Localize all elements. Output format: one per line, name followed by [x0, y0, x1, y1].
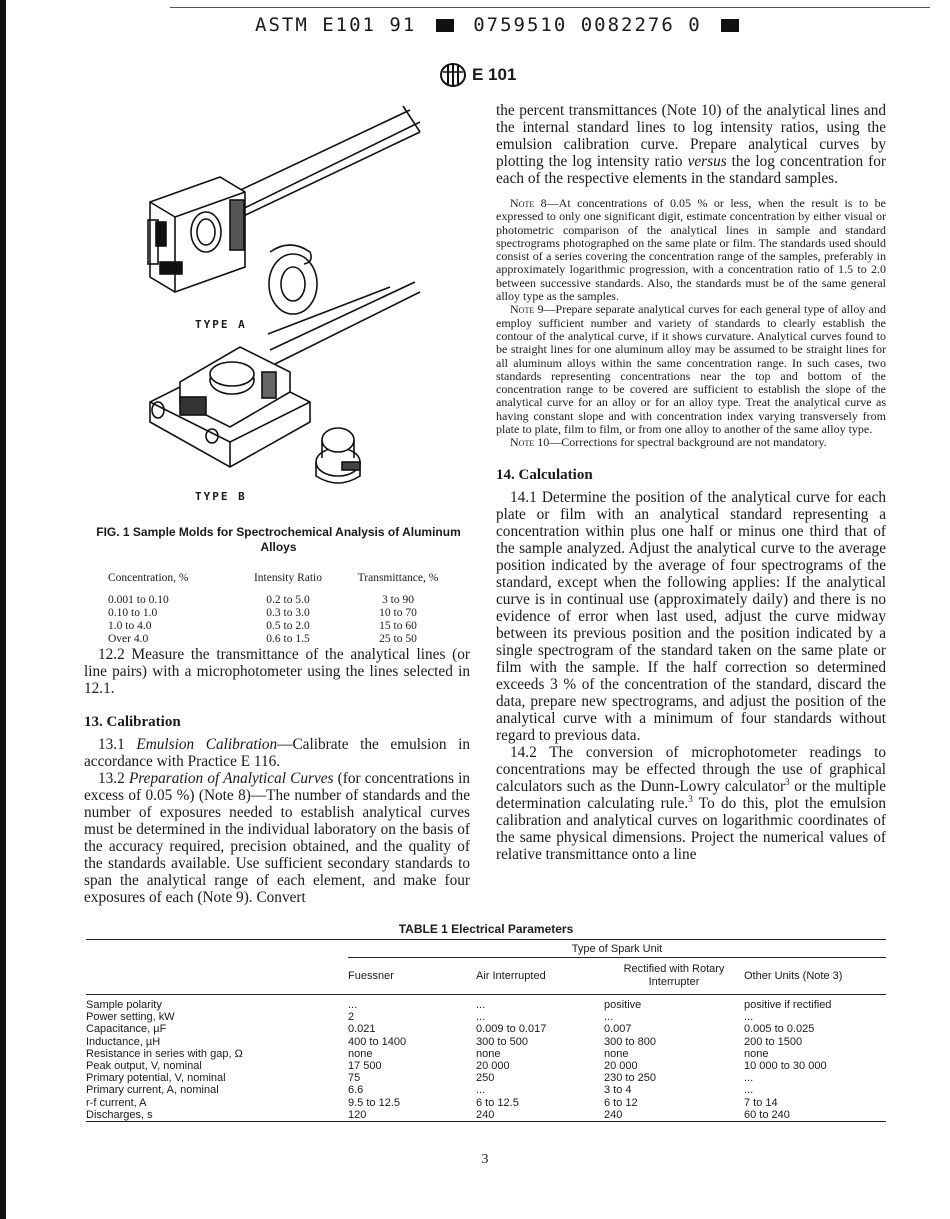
value-cell: 20 000: [476, 1060, 510, 1073]
type-b-label: TYPE B: [195, 490, 247, 503]
table-cell: 0.3 to 3.0: [266, 607, 310, 619]
unit-header-cell: Other Units (Note 3): [744, 969, 843, 982]
note-label: Note 10: [510, 435, 550, 450]
paragraph-text: or the multiple determination calculating rule.: [496, 777, 887, 812]
value-cell: 300 to 800: [604, 1035, 656, 1048]
value-cell: 0.009 to 0.017: [476, 1023, 547, 1036]
param-cell: Primary current, A, nominal: [86, 1084, 219, 1097]
emphasis-versus: versus: [687, 153, 727, 170]
value-cell: ...: [744, 1084, 754, 1097]
value-cell: 6 to 12: [604, 1096, 638, 1109]
value-cell: ...: [348, 999, 358, 1011]
value-cell: 250: [476, 1072, 495, 1085]
value-cell: 10 000 to 30 000: [744, 1060, 827, 1073]
standard-designation: E 101: [472, 65, 517, 84]
table-cell: 3 to 90: [382, 594, 414, 606]
document-code-header: [255, 14, 745, 36]
value-cell: 240: [604, 1108, 623, 1121]
value-cell: ...: [744, 1072, 754, 1085]
value-cell: 3 to 4: [604, 1084, 632, 1097]
unit-header-cell: Rectified with Rotary Interrupter: [623, 963, 725, 988]
paragraph-text: 14.2 The conversion of microphotometer readings to concentrations may be effected through the use of graphical calculators such as the Dunn-Lowry calculator: [496, 743, 886, 795]
header-cell: Concentration, %: [108, 572, 189, 584]
top-rule: [170, 7, 930, 8]
header-code-part1: ASTM E101 91: [255, 14, 417, 36]
value-cell: ...: [476, 1084, 486, 1097]
astm-logo-icon: [440, 63, 466, 87]
value-cell: 9.5 to 12.5: [348, 1096, 400, 1109]
table-row: [108, 620, 458, 633]
figure-caption: FIG. 1 Sample Molds for Spectrochemical Analysis of Aluminum Alloys: [96, 525, 461, 554]
table-row: [108, 607, 458, 620]
value-cell: 6 to 12.5: [476, 1096, 519, 1109]
table-cell: 0.2 to 5.0: [266, 594, 310, 606]
value-cell: positive: [604, 999, 642, 1011]
paragraph-number: 13.2: [98, 770, 129, 787]
table-cell: 0.10 to 1.0: [108, 607, 158, 619]
section-14-heading: 14. Calculation: [496, 466, 593, 483]
table-unit-header-row: [86, 958, 886, 995]
table-cell: 0.001 to 0.10: [108, 594, 169, 606]
paragraph-number: 13.1: [98, 736, 137, 753]
param-cell: r-f current, A: [86, 1096, 147, 1109]
paragraph-text: To do this, plot the emulsion calibration and analytical curves on logarithmic coordinates of the same physical dimensions. Project the numerical values of relative transmittance onto a line: [496, 794, 886, 863]
value-cell: 20 000: [604, 1060, 638, 1073]
note-label: Note 8: [510, 196, 547, 210]
table-row: [86, 1109, 886, 1122]
value-cell: 6.6: [348, 1084, 364, 1097]
table-row: [86, 1084, 886, 1096]
param-cell: Power setting, kW: [86, 1011, 175, 1024]
table-row: [86, 1036, 886, 1048]
value-cell: ...: [476, 999, 486, 1011]
electrical-parameters-table: [86, 939, 886, 1122]
paragraph-text: —Calibrate the emulsion in accordance with Practice E 116.: [84, 736, 471, 770]
table-cell: Over 4.0: [108, 633, 149, 645]
page-number: 3: [481, 1152, 489, 1167]
table-row: [86, 1023, 886, 1035]
value-cell: 17 500: [348, 1060, 382, 1073]
value-cell: 120: [348, 1108, 367, 1121]
concentration-table-header: [108, 572, 458, 585]
paragraph-continuation: [496, 102, 886, 187]
table-row: [86, 995, 886, 1012]
spark-unit-group-header: Type of Spark Unit: [348, 940, 886, 958]
param-cell: Primary potential, V, nominal: [86, 1072, 226, 1085]
paragraph-13-2: [84, 770, 470, 906]
paragraph-13-1: [84, 736, 470, 770]
paragraph-title: Preparation of Analytical Curves: [128, 770, 334, 787]
table-cell: 25 to 50: [379, 633, 417, 645]
unit-header-cell: Air Interrupted: [476, 969, 546, 982]
right-text-column: [496, 102, 886, 863]
barcode-block: [436, 19, 454, 32]
value-cell: positive if rectified: [744, 999, 832, 1011]
param-cell: Discharges, s: [86, 1108, 153, 1121]
empty-header-cell: [86, 958, 348, 995]
table-row: [86, 1097, 886, 1109]
table-row: [86, 1060, 886, 1072]
table-row: [86, 1072, 886, 1084]
scan-edge-bar: [0, 0, 6, 1219]
value-cell: 2: [348, 1011, 355, 1024]
table-row: [86, 1048, 886, 1060]
paragraph-12-2: 12.2 Measure the transmittance of the analytical lines (or line pairs) with a microphotometer using the lines selected in 12.1.: [84, 646, 470, 697]
notes-block: [496, 197, 886, 450]
section-13-heading: 13. Calibration: [84, 714, 181, 730]
table-row: [86, 1011, 886, 1023]
value-cell: 75: [348, 1072, 361, 1085]
table-1-title: TABLE 1 Electrical Parameters: [398, 922, 574, 936]
note-10: [496, 436, 886, 449]
paragraph-text: the percent transmittances (Note 10) of the analytical lines and the internal standard lines to log intensity ratios, using the emulsion calibration curve. Prepare analytical curves by plotting the log intensity ratio: [496, 102, 886, 170]
type-a-label: TYPE A: [195, 318, 247, 331]
value-cell: 230 to 250: [604, 1072, 656, 1085]
table-cell: 0.6 to 1.5: [266, 633, 310, 645]
concentration-table: [108, 572, 458, 646]
paragraph-title: Emulsion Calibration: [136, 736, 278, 753]
mold-drawing: [120, 92, 440, 512]
paragraph-14-1: 14.1 Determine the position of the analytical curve for each plate or film with an analytical standard representing a concentration within plus one half or minus one third that of the sample analyzed. Adjust the analytical curve to the average position indicated by the average of four spectrograms of the standard, except when the following applies: If the analytical curve is in continual use (approximately daily) and there is no evidence of error when last used, adjust the curve midway between its previous position and the position indicated by a single spectrogram of the standard taken on the same plate or film with the sample. If the half correction so determined exceeds 3 % of the concentration of the standard, discard the data, prepare new spectrograms, and adjust the position of the analytical curve with a minimum of four standards without regard to previous data.: [496, 488, 886, 744]
param-cell: Resistance in series with gap, Ω: [86, 1047, 243, 1060]
param-cell: Sample polarity: [86, 999, 162, 1011]
header-cell: Intensity Ratio: [253, 572, 323, 584]
param-cell: Peak output, V, nominal: [86, 1060, 202, 1073]
table-cell: 10 to 70: [379, 607, 417, 619]
standard-mark: [440, 63, 516, 87]
table-cell: 1.0 to 4.0: [108, 620, 152, 632]
value-cell: none: [744, 1047, 769, 1060]
value-cell: 7 to 14: [744, 1096, 778, 1109]
paragraph-text: (for concentrations in excess of 0.05 %) (Note 8)—The number of standards and the number of exposures needed to establish analytical curves must be determined in the individual laboratory on the basis of the accuracy required, precision obtained, and the quality of the standards available. Use sufficient secondary standards to span the analytical range of each element, and make four exposures of each (Note 9). Convert: [84, 770, 471, 906]
note-8: [496, 197, 886, 303]
value-cell: 60 to 240: [744, 1108, 790, 1121]
unit-header-cell: Fuessner: [348, 969, 394, 982]
note-text: —Prepare separate analytical curves for each general type of alloy and employ sufficient number and variety of standards to clearly establish the contour of the analytical curve, if it shows curvature. Analytical curves found to be straight lines for one aluminum alloy may be assumed to be straight lines for all aluminum alloys within the same concentration range. In such cases, two standards representing concentrations near the top and bottom of the concentration range to be covered are sufficient to establish the slope of the analytical curve for an alloy or for an alloy type. Treat the analytical curve as having constant slope and with concentration index varying transversely from plate to plate, film to film, or from one alloy to another of the same alloy type.: [496, 302, 886, 437]
note-text: —Corrections for spectral background are not mandatory.: [549, 435, 827, 450]
empty-header-cell: [86, 940, 348, 958]
table-cell: 15 to 60: [379, 620, 417, 632]
footnote-ref: 3: [688, 793, 693, 804]
paragraph-14-2: [496, 744, 886, 863]
note-9: [496, 303, 886, 436]
value-cell: none: [476, 1047, 501, 1060]
table-row: [108, 633, 458, 646]
header-code-part2: 0759510 0082276 0: [473, 14, 702, 36]
value-cell: 0.007: [604, 1023, 632, 1036]
value-cell: 0.021: [348, 1023, 376, 1036]
footnote-ref: 3: [785, 776, 790, 787]
value-cell: 0.005 to 0.025: [744, 1023, 815, 1036]
param-cell: Inductance, µH: [86, 1035, 161, 1048]
value-cell: ...: [476, 1011, 486, 1024]
value-cell: ...: [744, 1011, 754, 1024]
value-cell: none: [348, 1047, 373, 1060]
value-cell: ...: [604, 1011, 614, 1024]
value-cell: 200 to 1500: [744, 1035, 803, 1048]
value-cell: none: [604, 1047, 629, 1060]
header-cell: Transmittance, %: [357, 572, 439, 584]
note-text: —At concentrations of 0.05 % or less, when the result is to be expressed to only one significant digit, estimate concentration by either visual or photometric comparison of the analytical lines in sample and standard spectrograms photographed on the same plate or film. The standards used should consist of a series covering the concentration range of the samples, preferably in approximately logarithmic progression, with a concentration ratio of 1.5 to 2.0 between successive standards. Also, the standards must be of the same general alloy type as the samples.: [496, 196, 887, 304]
left-text-column: [84, 646, 470, 906]
sample-molds-figure: [120, 92, 440, 512]
note-label: Note 9: [510, 302, 544, 317]
table-row: [108, 594, 458, 607]
param-cell: Capacitance, µF: [86, 1023, 167, 1036]
value-cell: 240: [476, 1108, 495, 1121]
paragraph-text: the log concentration for each of the respective elements in the standard samples.: [496, 153, 886, 187]
table-group-header-row: [86, 940, 886, 958]
table-cell: 0.5 to 2.0: [266, 620, 310, 632]
value-cell: 300 to 500: [476, 1035, 528, 1048]
value-cell: 400 to 1400: [348, 1035, 407, 1048]
barcode-block: [721, 19, 739, 32]
